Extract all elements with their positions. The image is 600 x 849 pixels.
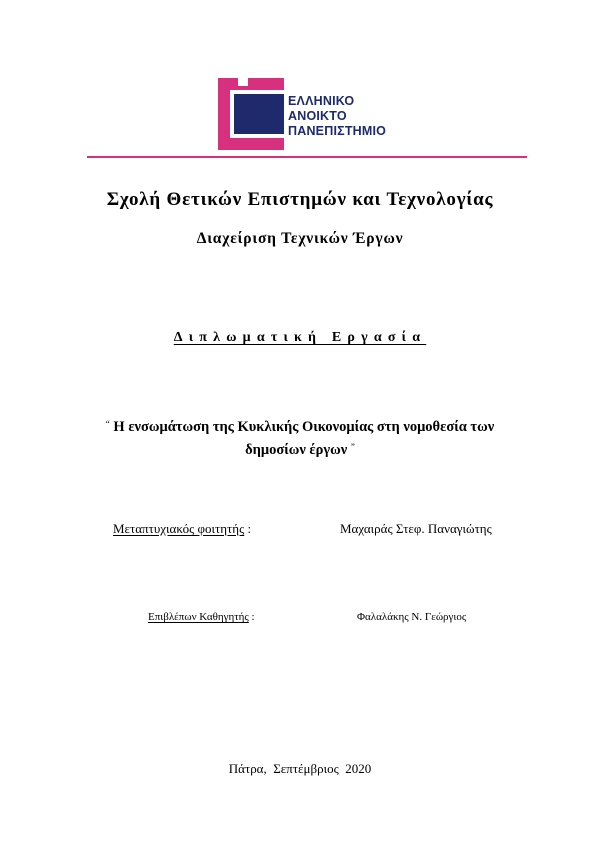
university-logo-mark-icon: [218, 78, 284, 150]
document-type: [0, 330, 600, 346]
student-label: [113, 521, 251, 537]
close-quote: ”: [350, 442, 355, 452]
supervisor-label-separator: :: [248, 611, 255, 623]
student-label-text: Μεταπτυχιακός φοιτητής: [113, 521, 245, 536]
logo-wordmark: [288, 94, 386, 139]
open-quote: “: [105, 419, 110, 429]
logo-line: ΑΝΟΙΚΤΟ: [288, 109, 347, 123]
supervisor-label-text: Επιβλέπων Καθηγητής: [148, 611, 249, 623]
document-type-label: Διπλωματική Εργασία: [173, 330, 427, 345]
header-divider: [87, 156, 527, 158]
student-label-separator: :: [244, 521, 252, 536]
place-and-date: Πάτρα, Σεπτέμβριος 2020: [228, 761, 372, 776]
program-name: Διαχείριση Τεχνικών Έργων: [196, 230, 404, 247]
supervisor-name: Φαλαλάκης Ν. Γεώργιος: [357, 611, 467, 623]
thesis-title-text: Η ενσωμάτωση της Κυκλικής Οικονομίας στη νομοθεσία των δημοσίων έργων: [113, 419, 495, 458]
logo-line: ΕΛΛΗΝΙΚΟ: [288, 94, 355, 108]
university-logo: [218, 78, 408, 150]
school-name: Σχολή Θετικών Επιστημών και Τεχνολογίας: [106, 189, 494, 210]
logo-line: ΠΑΝΕΠΙΣΤΗΜΙΟ: [288, 124, 387, 138]
supervisor-label: [148, 611, 255, 623]
thesis-title: [80, 414, 520, 460]
student-name: Μαχαιράς Στεφ. Παναγιώτης: [340, 521, 492, 536]
